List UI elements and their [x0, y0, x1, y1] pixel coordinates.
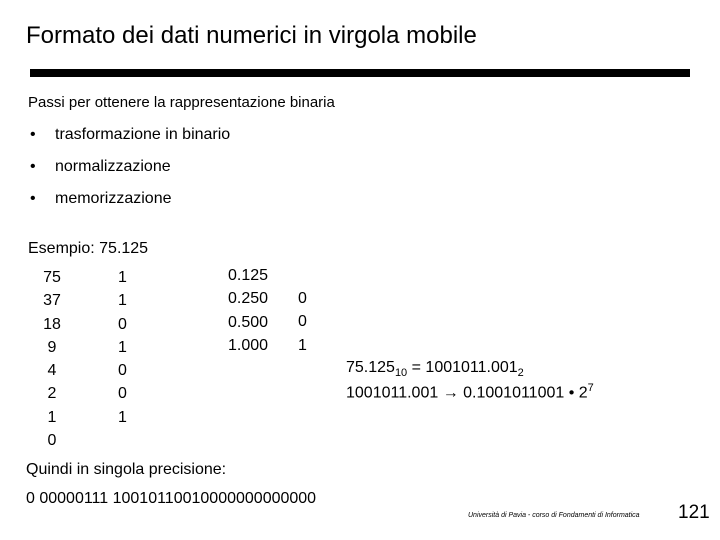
integer-quotient: 2 — [47, 385, 57, 403]
step-item: memorizzazione — [55, 190, 172, 207]
title-rule — [30, 69, 690, 77]
exponent-superscript: 7 — [587, 382, 594, 394]
integer-bits-column — [118, 266, 127, 429]
fraction-value: 1.000 — [228, 336, 269, 354]
bullet-marker: • — [30, 126, 36, 143]
step-item: normalizzazione — [55, 158, 171, 175]
slide-subtitle: Passi per ottenere la rappresentazione binaria — [28, 94, 335, 111]
fraction-value: 0.250 — [228, 290, 269, 308]
fraction-bit: 1 — [298, 336, 307, 354]
single-precision-value: 0 00000111 10010110010000000000000 — [26, 490, 317, 507]
integer-quotient: 0 — [47, 432, 57, 450]
fraction-bit: 0 — [298, 313, 307, 331]
integer-bit: 1 — [118, 269, 127, 286]
integer-quotient: 18 — [43, 315, 61, 333]
integer-bit: 0 — [118, 315, 127, 333]
integer-bit: 1 — [118, 338, 127, 356]
fraction-value: 0.125 — [228, 267, 269, 284]
integer-bit: 1 — [118, 408, 127, 426]
integer-quotient: 9 — [47, 338, 57, 356]
normalization-equation — [346, 382, 594, 402]
arrow-icon: → — [442, 384, 459, 402]
page-number: 121 — [678, 502, 710, 523]
fraction-multiplications-column — [228, 264, 268, 357]
integer-bit: 0 — [118, 385, 127, 403]
example-label: Esempio: 75.125 — [28, 240, 149, 257]
bullet-marker: • — [30, 190, 36, 207]
conversion-equation — [346, 359, 524, 379]
fraction-bits-column — [298, 287, 307, 357]
multiply-dot-icon: • — [568, 384, 575, 402]
fraction-bit: 0 — [298, 290, 307, 307]
base-value: 2 — [574, 384, 588, 402]
step-item: trasformazione in binario — [55, 126, 231, 143]
integer-quotient: 1 — [47, 408, 57, 426]
binary-value: 1001011.001 — [425, 359, 518, 376]
decimal-value: 75.125 — [346, 359, 395, 376]
integer-quotient: 37 — [43, 292, 61, 310]
binary-value: 1001011.001 — [346, 384, 443, 402]
equals-sign: = — [407, 359, 426, 376]
bullet-marker: • — [30, 158, 36, 175]
integer-quotient: 75 — [43, 269, 61, 286]
integer-bit: 1 — [118, 292, 127, 310]
normalized-mantissa: 0.1001011001 — [458, 384, 569, 402]
slide-title: Formato dei dati numerici in virgola mobile — [26, 22, 477, 49]
fraction-value: 0.500 — [228, 313, 269, 331]
base-ten-subscript: 10 — [394, 367, 408, 380]
integer-quotient: 4 — [47, 362, 57, 380]
single-precision-label: Quindi in singola precisione: — [26, 461, 227, 478]
footer-text: Università di Pavia - corso di Fondamenti di Informatica — [468, 512, 640, 519]
base-two-subscript: 2 — [517, 367, 524, 380]
integer-bit: 0 — [118, 362, 127, 380]
integer-divisions-column — [34, 266, 70, 452]
